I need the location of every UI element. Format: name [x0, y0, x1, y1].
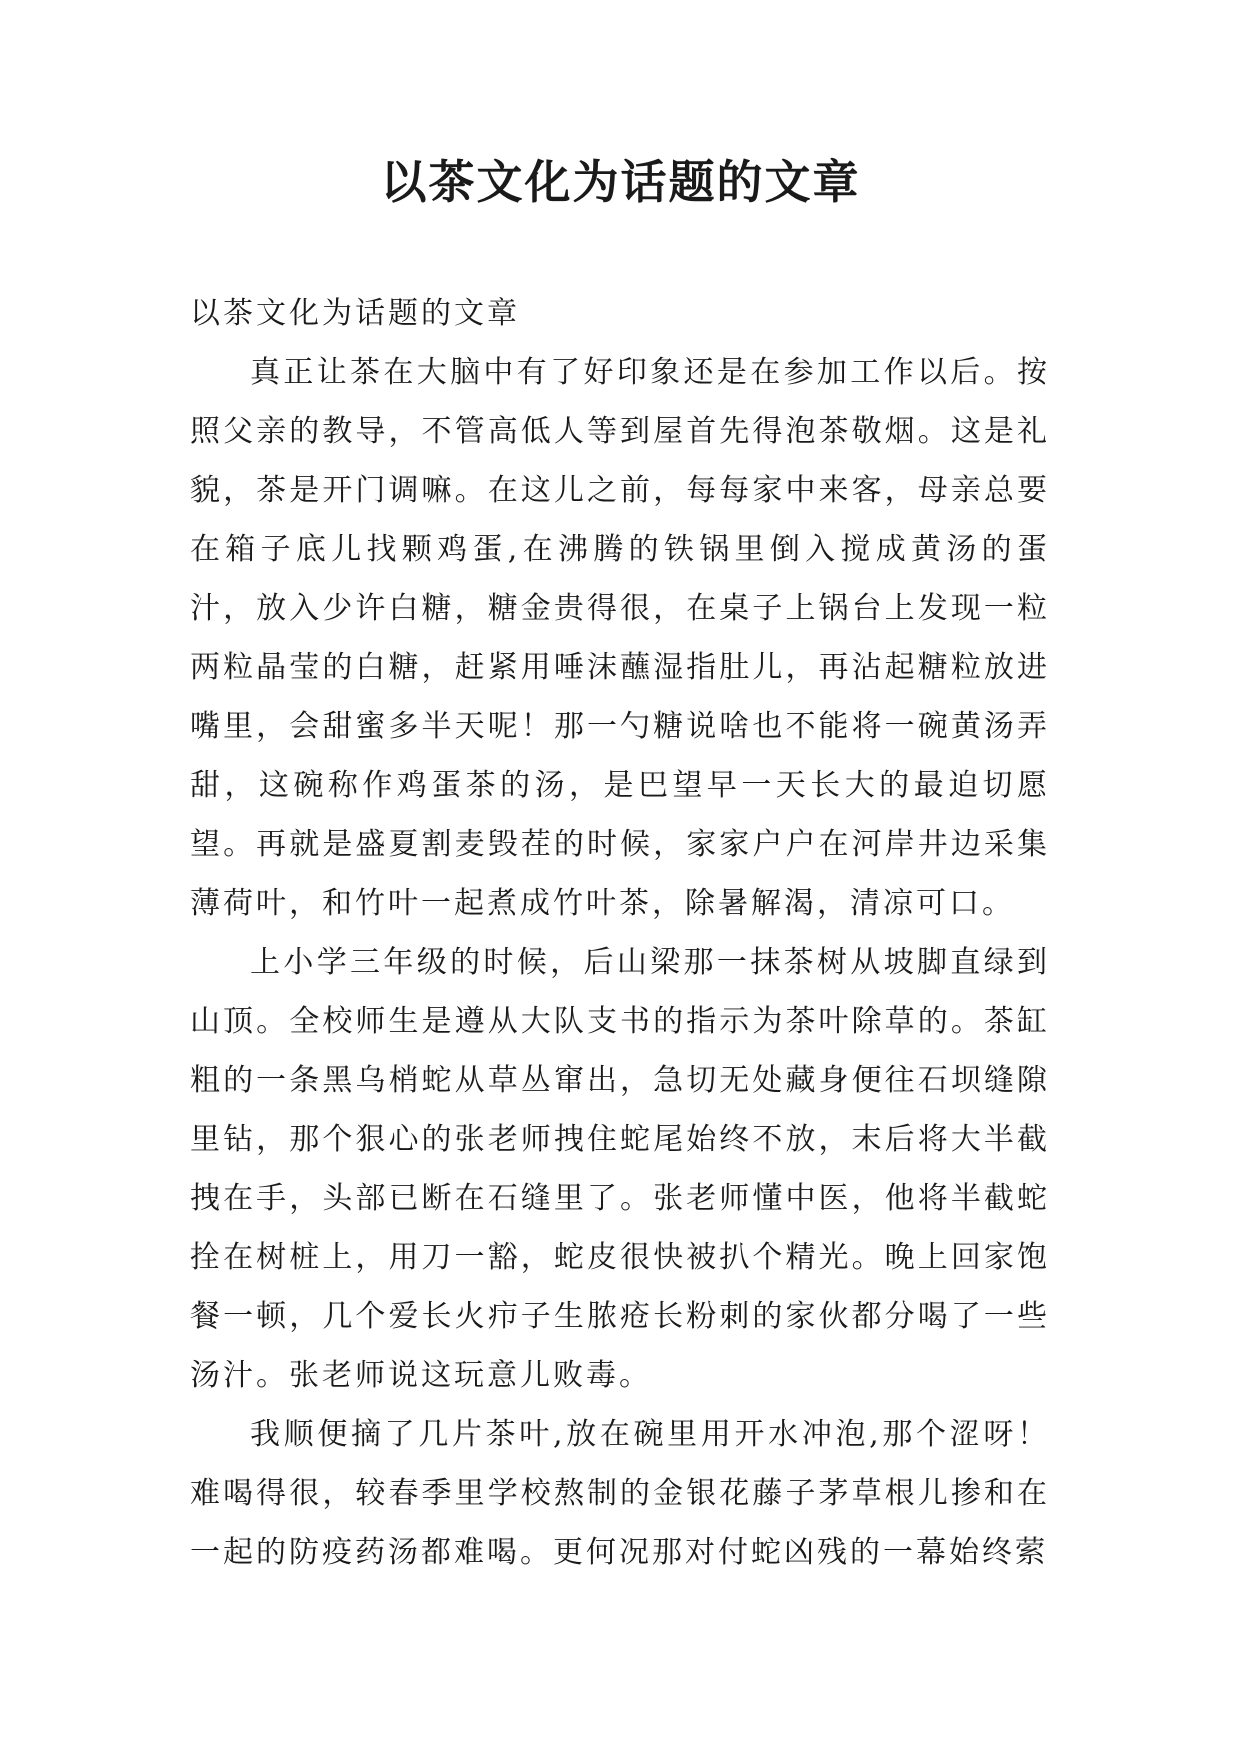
document-title: 以茶文化为话题的文章	[380, 155, 861, 209]
document-subtitle: 以茶文化为话题的文章	[190, 296, 520, 331]
paragraph: 真正让茶在大脑中有了好印象还是在参加工作以后。按照父亲的教导，不管高低人等到屋首先得泡茶敬烟。这是礼貌，茶是开门调嘛。在这儿之前，每每家中来客，母亲总要在箱子底儿找颗鸡蛋,在沸腾的铁锅里倒入搅成黄汤的蛋汁，放入少许白糖，糖金贵得很，在桌子上锅台上发现一粒两粒晶莹的白糖，赶紧用唾沫蘸湿指肚儿，再沾起糖粒放进嘴里，会甜蜜多半天呢！那一勺糖说啥也不能将一碗黄汤弄甜，这碗称作鸡蛋茶的汤，是巴望早一天长大的最迫切愿望。再就是盛夏割麦毁茬的时候，家家户户在河岸井边采集薄荷叶，和竹叶一起煮成竹叶茶，除暑解渴，清凉可口。	[190, 355, 1050, 921]
document-body	[190, 284, 1050, 1582]
paragraph: 我顺便摘了几片茶叶,放在碗里用开水冲泡,那个涩呀！难喝得很，较春季里学校熬制的金银花藤子茅草根儿掺和在一起的防疫药汤都难喝。更何况那对付蛇凶残的一幕始终萦	[190, 1417, 1050, 1570]
paragraph: 上小学三年级的时候，后山梁那一抹茶树从坡脚直绿到山顶。全校师生是遵从大队支书的指示为茶叶除草的。茶缸粗的一条黑乌梢蛇从草丛窜出，急切无处藏身便往石坝缝隙里钻，那个狠心的张老师拽住蛇尾始终不放，末后将大半截拽在手，头部已断在石缝里了。张老师懂中医，他将半截蛇拴在树桩上，用刀一豁，蛇皮很快被扒个精光。晚上回家饱餐一顿，几个爱长火疖子生脓疮长粉刺的家伙都分喝了一些汤汁。张老师说这玩意儿败毒。	[190, 945, 1050, 1393]
